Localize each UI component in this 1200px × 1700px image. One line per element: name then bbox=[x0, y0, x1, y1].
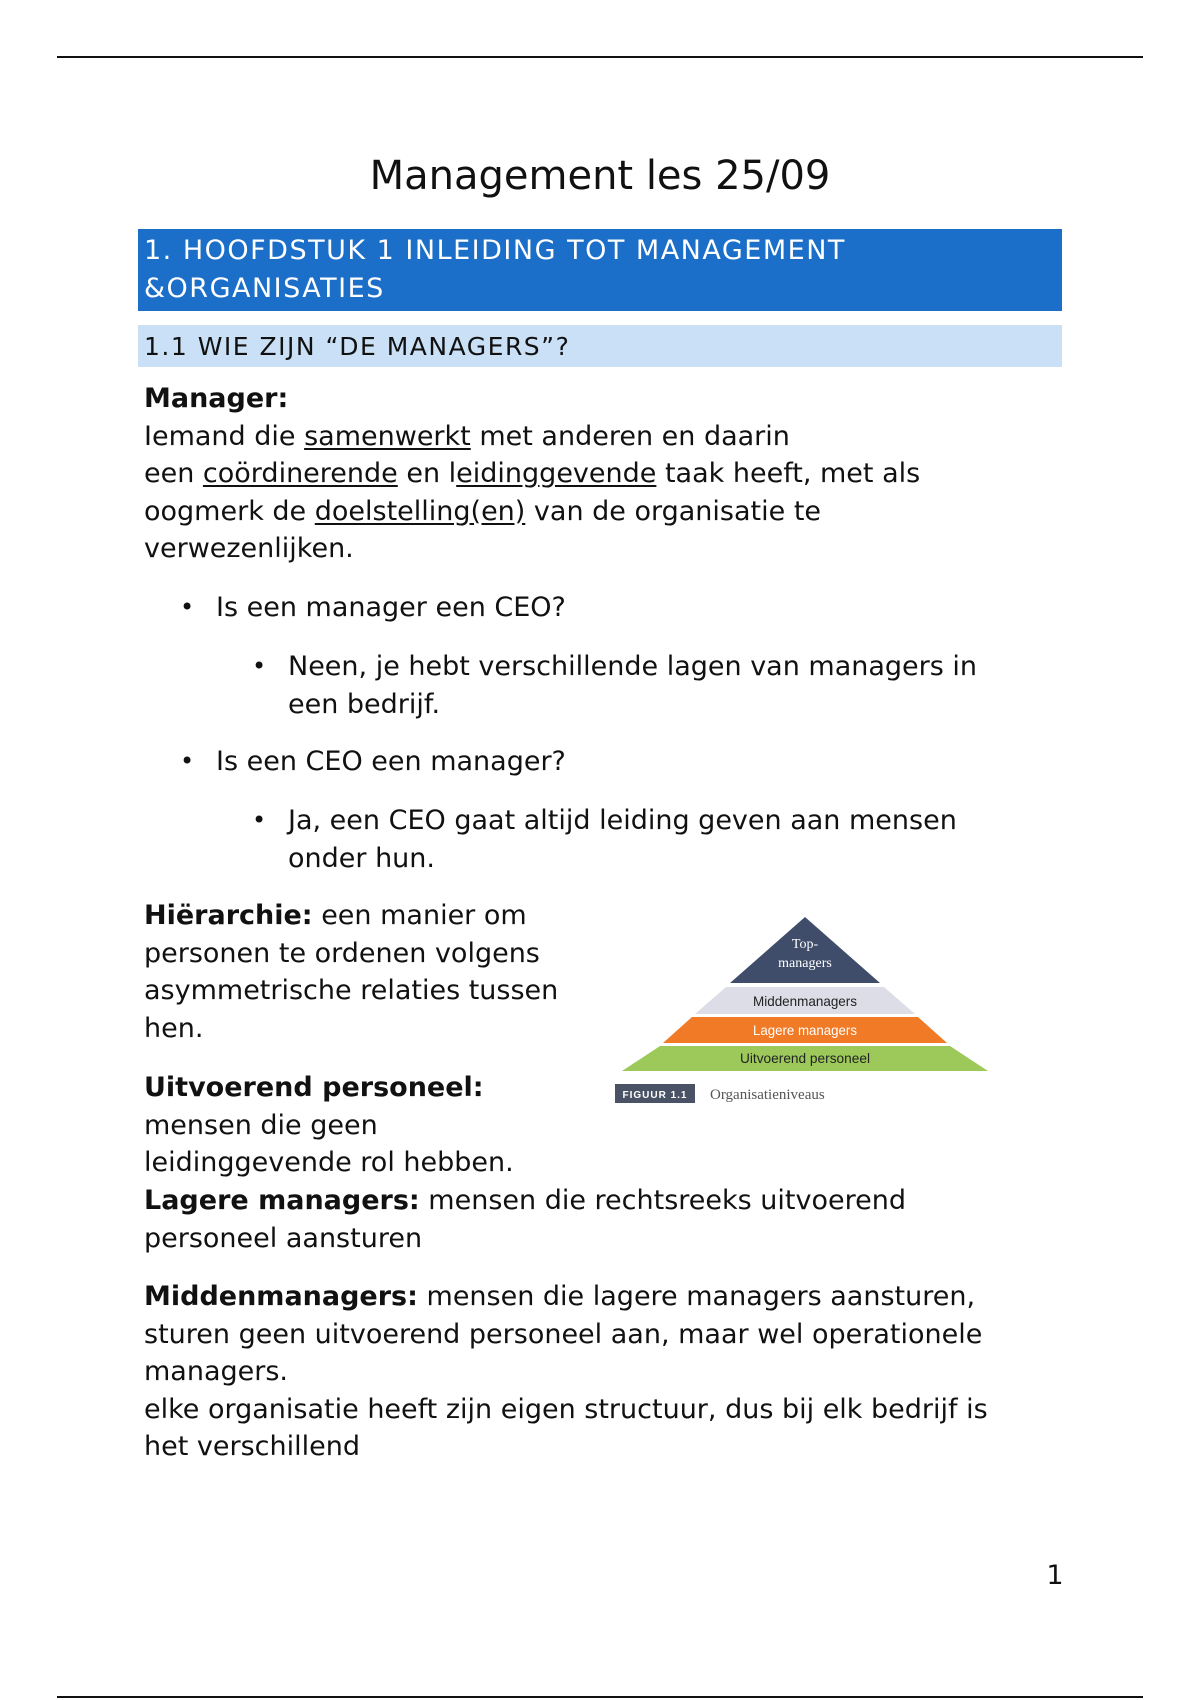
tier-top-label-1: Top- bbox=[791, 937, 819, 952]
chapter-heading-line-1: 1. HOOFDSTUK 1 INLEIDING TOT MANAGEMENT bbox=[144, 235, 846, 266]
header-rule bbox=[57, 56, 1143, 58]
manager-line-1: Iemand die samenwerkt met anderen en daarin bbox=[144, 420, 790, 452]
chapter-heading-line-2: &ORGANISATIES bbox=[144, 273, 385, 304]
hierarchie-definition: Hiërarchie: een manier om personen te ordenen volgens asymmetrische relaties tussen hen. bbox=[144, 900, 559, 1044]
uitvoerend-definition: Uitvoerend personeel: mensen die geen leidinggevende rol hebben. bbox=[144, 1072, 514, 1178]
figure-badge-label: FIGUUR 1.1 bbox=[622, 1090, 688, 1101]
bullet-icon: • bbox=[252, 652, 267, 680]
bullet-answer-1: Neen, je hebt verschillende lagen van managers in een bedrijf. bbox=[288, 651, 978, 720]
section-heading: 1.1 WIE ZIJN “DE MANAGERS”? bbox=[138, 325, 1062, 367]
bullet-question-2: Is een CEO een manager? bbox=[216, 746, 566, 777]
tier-middle-label: Middenmanagers bbox=[753, 993, 857, 1009]
tier-top-label-2: managers bbox=[778, 956, 832, 971]
bullet-answer-2: Ja, een CEO gaat altijd leiding geven aan mensen onder hun. bbox=[288, 805, 957, 874]
bullet-icon: • bbox=[252, 806, 267, 834]
tier-staff-label: Uitvoerend personeel bbox=[740, 1050, 870, 1066]
figure-caption: Organisatieniveaus bbox=[710, 1087, 825, 1103]
manager-line-4: verwezenlijken. bbox=[144, 533, 354, 564]
lagere-definition: Lagere managers: mensen die rechtsreeks uitvoerend personeel aansturen bbox=[144, 1185, 906, 1254]
bullet-icon: • bbox=[180, 747, 195, 775]
footer-rule bbox=[57, 1696, 1143, 1698]
manager-line-3: oogmerk de doelstelling(en) van de organisatie te bbox=[144, 495, 822, 527]
page-title: Management les 25/09 bbox=[369, 153, 831, 199]
page-number: 1 bbox=[1046, 1560, 1064, 1591]
manager-term: Manager: bbox=[144, 383, 289, 414]
organisation-levels-figure bbox=[610, 910, 1000, 1110]
midden-definition: Middenmanagers: mensen die lagere managers aansturen, sturen geen uitvoerend personeel aan, maar wel operationele managers. elke organisatie heeft zijn eigen structuur, dus bij elk bedrijf is het verschillend bbox=[144, 1281, 988, 1462]
bullet-question-1: Is een manager een CEO? bbox=[216, 592, 566, 623]
manager-definition bbox=[144, 380, 1064, 568]
chapter-heading bbox=[138, 229, 1062, 311]
manager-line-2: een coördinerende en leidinggevende taak heeft, met als bbox=[144, 458, 921, 489]
bullet-icon: • bbox=[180, 593, 195, 621]
tier-lower-label: Lagere managers bbox=[753, 1022, 857, 1038]
